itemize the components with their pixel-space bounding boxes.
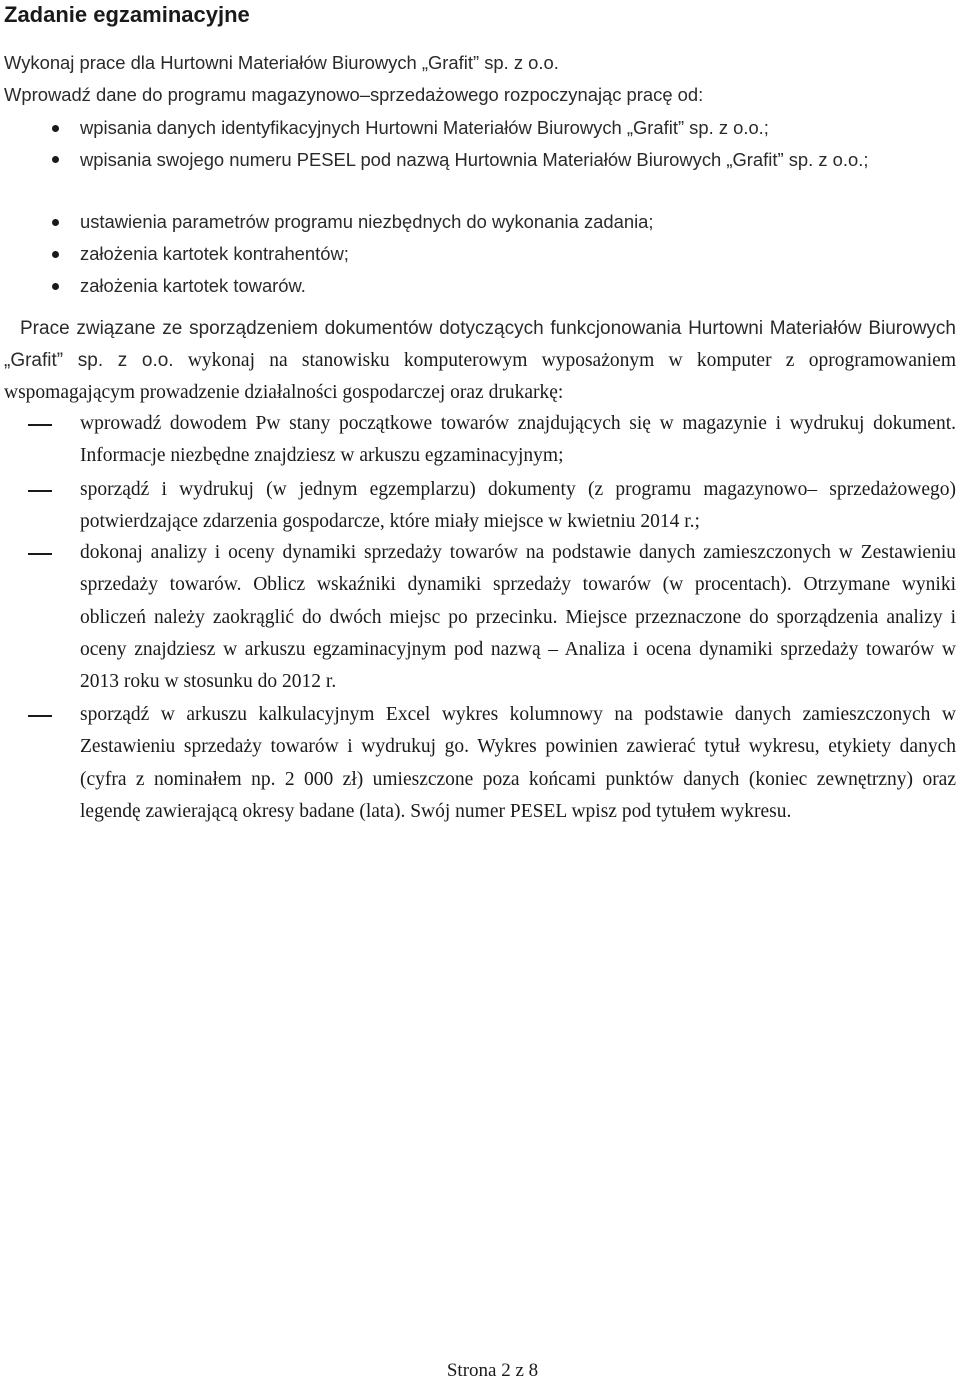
dash-text: sporządź w arkuszu kalkulacyjnym Excel wykres kolumnowy na podstawie danych zamieszczonych w Zestawieniu sprzedaży towarów i wydrukuj go. Wykres powinien zawierać tytuł wykresu, etykiety danych (cyfra z nominałem np. 2 000 zł) umieszczone poza końcami punktów danych (koniec zewnętrzny) oraz legendę zawierającą okresy badane (lata). Swój numer PESEL wpisz pod tytułem wykresu. (80, 704, 956, 822)
bullet-text: ustawienia parametrów programu niezbędnych do wykonania zadania; (80, 211, 654, 232)
dash-icon (28, 490, 52, 492)
page-number: Strona 2 z 8 (446, 1360, 539, 1381)
bullet-text: wpisania swojego numeru PESEL pod nazwą Hurtownia Materiałów Biurowych „Grafit” sp. z o.o.; (80, 149, 869, 170)
intro-line-2: Wprowadź dane do programu magazynowo–sprzedażowego rozpoczynając pracę od: (4, 84, 704, 105)
dash-icon (28, 715, 52, 717)
paragraph-serif-text: wykonaj na stanowisku komputerowym wyposażonym w komputer z oprogramowaniem wspomagającym prowadzenie działalności gospodarczej oraz drukarkę: (4, 350, 956, 403)
task-paragraph (4, 313, 956, 409)
bullet-text: wpisania danych identyfikacyjnych Hurtowni Materiałów Biurowych „Grafit” sp. z o.o.; (80, 117, 769, 138)
dash-text: wprowadź dowodem Pw stany początkowe towarów znajdujących się w magazynie i wydrukuj dokument. Informacje niezbędne znajdziesz w arkuszu egzaminacyjnym; (80, 413, 956, 467)
page-title: Zadanie egzaminacyjne (4, 2, 250, 27)
bullet-text: założenia kartotek towarów. (80, 275, 306, 296)
intro-line-1: Wykonaj prace dla Hurtowni Materiałów Biurowych „Grafit” sp. z o.o. (4, 52, 559, 73)
bullet-icon (52, 283, 59, 290)
bullet-icon (52, 156, 59, 163)
dash-text: dokonaj analizy i oceny dynamiki sprzedaży towarów na podstawie danych zamieszczonych w Zestawieniu sprzedaży towarów. Oblicz wskaźniki dynamiki sprzedaży towarów (w procentach). Otrzymane wyniki obliczeń należy zaokrąglić do dwóch miejsc po przecinku. Miejsce przeznaczone do sporządzenia analizy i oceny znajdziesz w arkuszu egzaminacyjnym pod nazwą – Analiza i ocena dynamiki sprzedaży towarów w 2013 roku w stosunku do 2012 r. (80, 542, 956, 693)
bullet-icon (52, 251, 59, 258)
bullet-icon (52, 125, 59, 132)
bullet-text: założenia kartotek kontrahentów; (80, 243, 349, 264)
dash-icon (28, 553, 52, 555)
paragraph-sans-text: Prace związane ze sporządzeniem dokumentów dotyczących funkcjonowania Hurtowni Materiałów Biurowych „Grafit” sp. z o.o. (4, 318, 956, 371)
dash-icon (28, 424, 52, 426)
bullet-icon (52, 219, 59, 226)
dash-text: sporządź i wydrukuj (w jednym egzemplarzu) dokumenty (z programu magazynowo– sprzedażowego) potwierdzające zdarzenia gospodarcze, które miały miejsce w kwietniu 2014 r.; (80, 479, 956, 533)
